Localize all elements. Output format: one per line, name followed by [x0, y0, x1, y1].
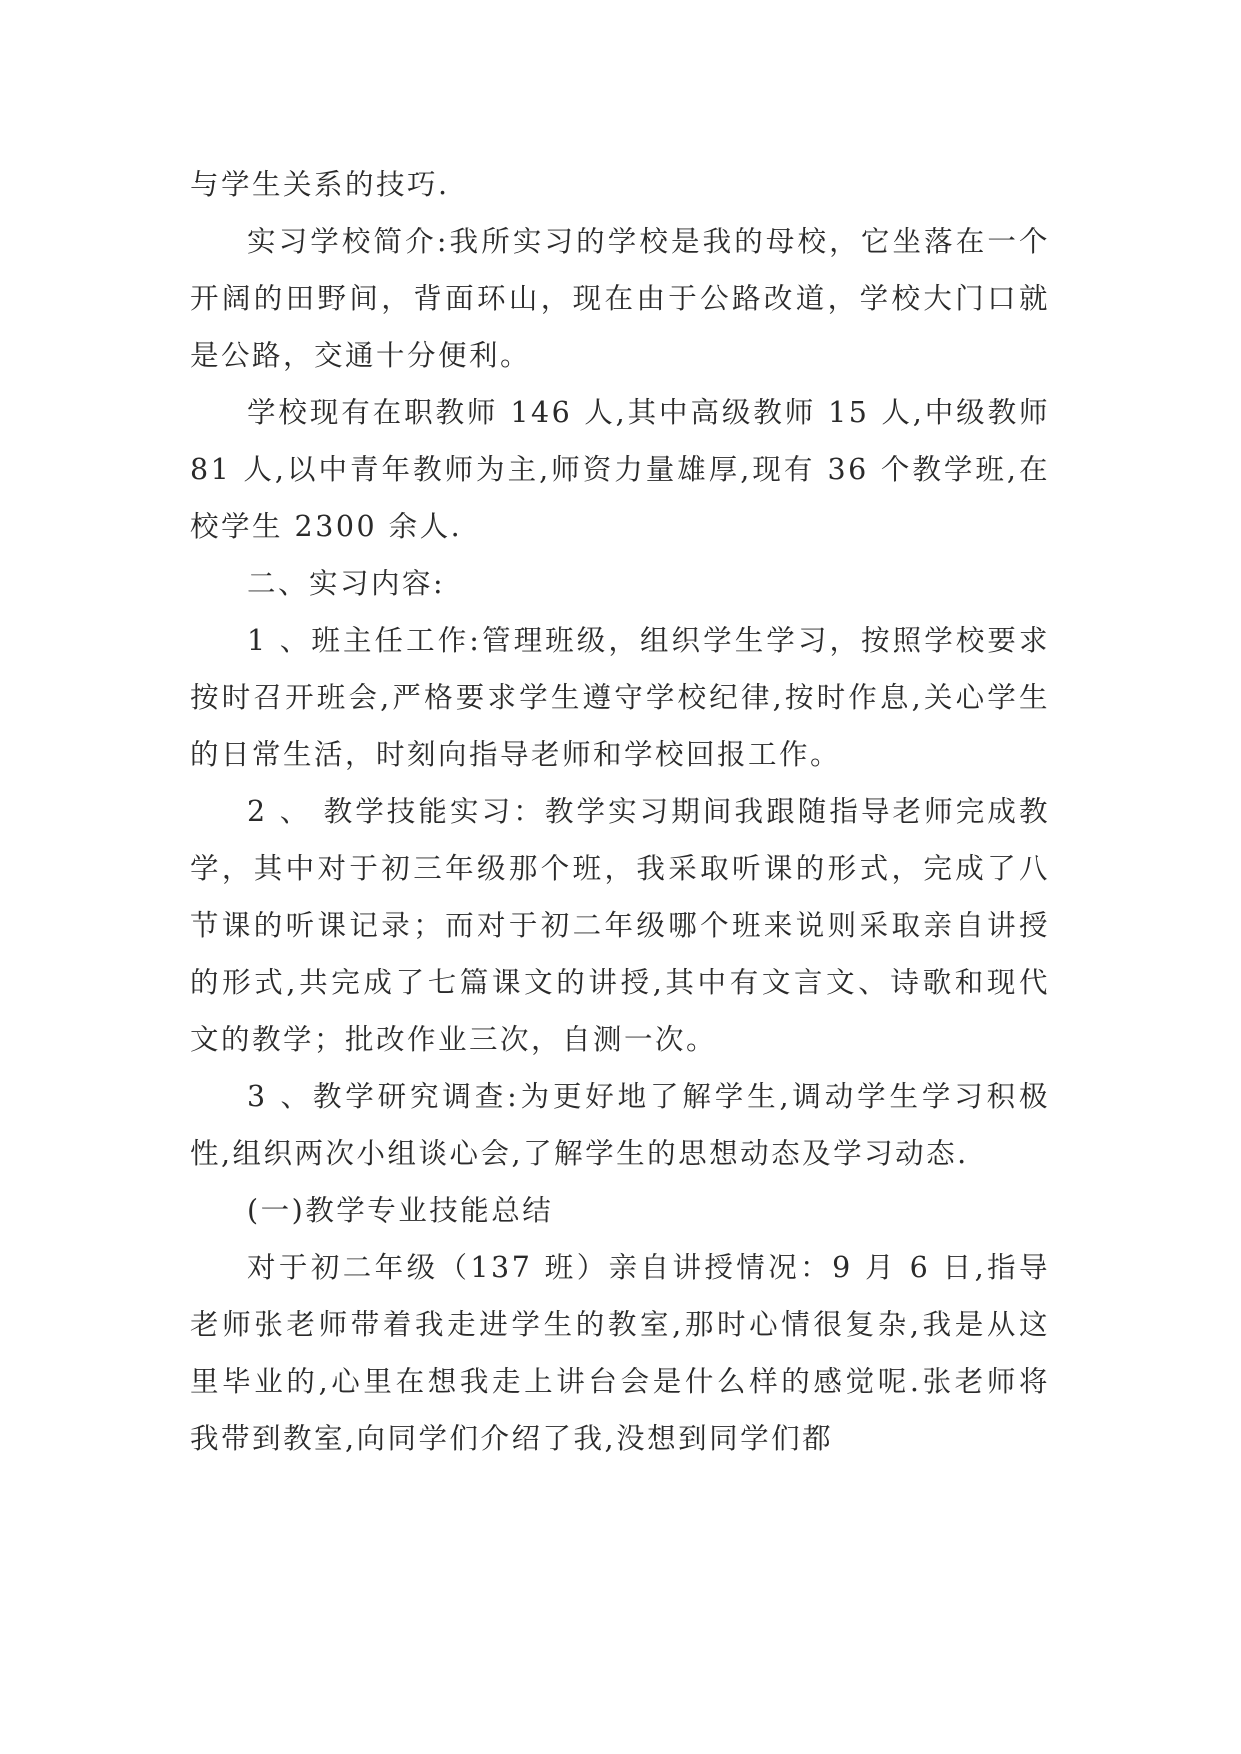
- document-page: [190, 156, 1050, 1467]
- subsection-heading-skills-summary: (一)教学专业技能总结: [247, 1194, 554, 1227]
- paragraph-item-1: 1 、班主任工作:管理班级，组织学生学习，按照学校要求按时召开班会,严格要求学生遵守学校纪律,按时作息,关心学生的日常生活，时刻向指导老师和学校回报工作。: [190, 624, 1050, 771]
- paragraph-item-2: 2 、 教学技能实习：教学实习期间我跟随指导老师完成教学，其中对于初三年级那个班，我采取听课的形式，完成了八节课的听课记录；而对于初二年级哪个班来说则采取亲自讲授的形式,共完成了七篇课文的讲授,其中有文言文、诗歌和现代文的教学；批改作业三次，自测一次。: [190, 795, 1050, 1056]
- section-heading-internship-content: 二、实习内容:: [247, 567, 446, 600]
- paragraph-class-137: 对于初二年级（137 班）亲自讲授情况：9 月 6 日,指导老师张老师带着我走进学生的教室,那时心情很复杂,我是从这里毕业的,心里在想我走上讲台会是什么样的感觉呢.张老师将我带到教室,向同学们介绍了我,没想到同学们都: [190, 1251, 1050, 1455]
- paragraph-continuation: 与学生关系的技巧.: [190, 168, 450, 201]
- paragraph-school-intro: 实习学校简介:我所实习的学校是我的母校，它坐落在一个开阔的田野间，背面环山，现在由于公路改道，学校大门口就是公路，交通十分便利。: [190, 225, 1050, 372]
- paragraph-item-3: 3 、教学研究调查:为更好地了解学生,调动学生学习积极性,组织两次小组谈心会,了解学生的思想动态及学习动态.: [190, 1080, 1050, 1170]
- paragraph-school-staff: 学校现有在职教师 146 人,其中高级教师 15 人,中级教师 81 人,以中青年教师为主,师资力量雄厚,现有 36 个教学班,在校学生 2300 余人.: [190, 396, 1050, 543]
